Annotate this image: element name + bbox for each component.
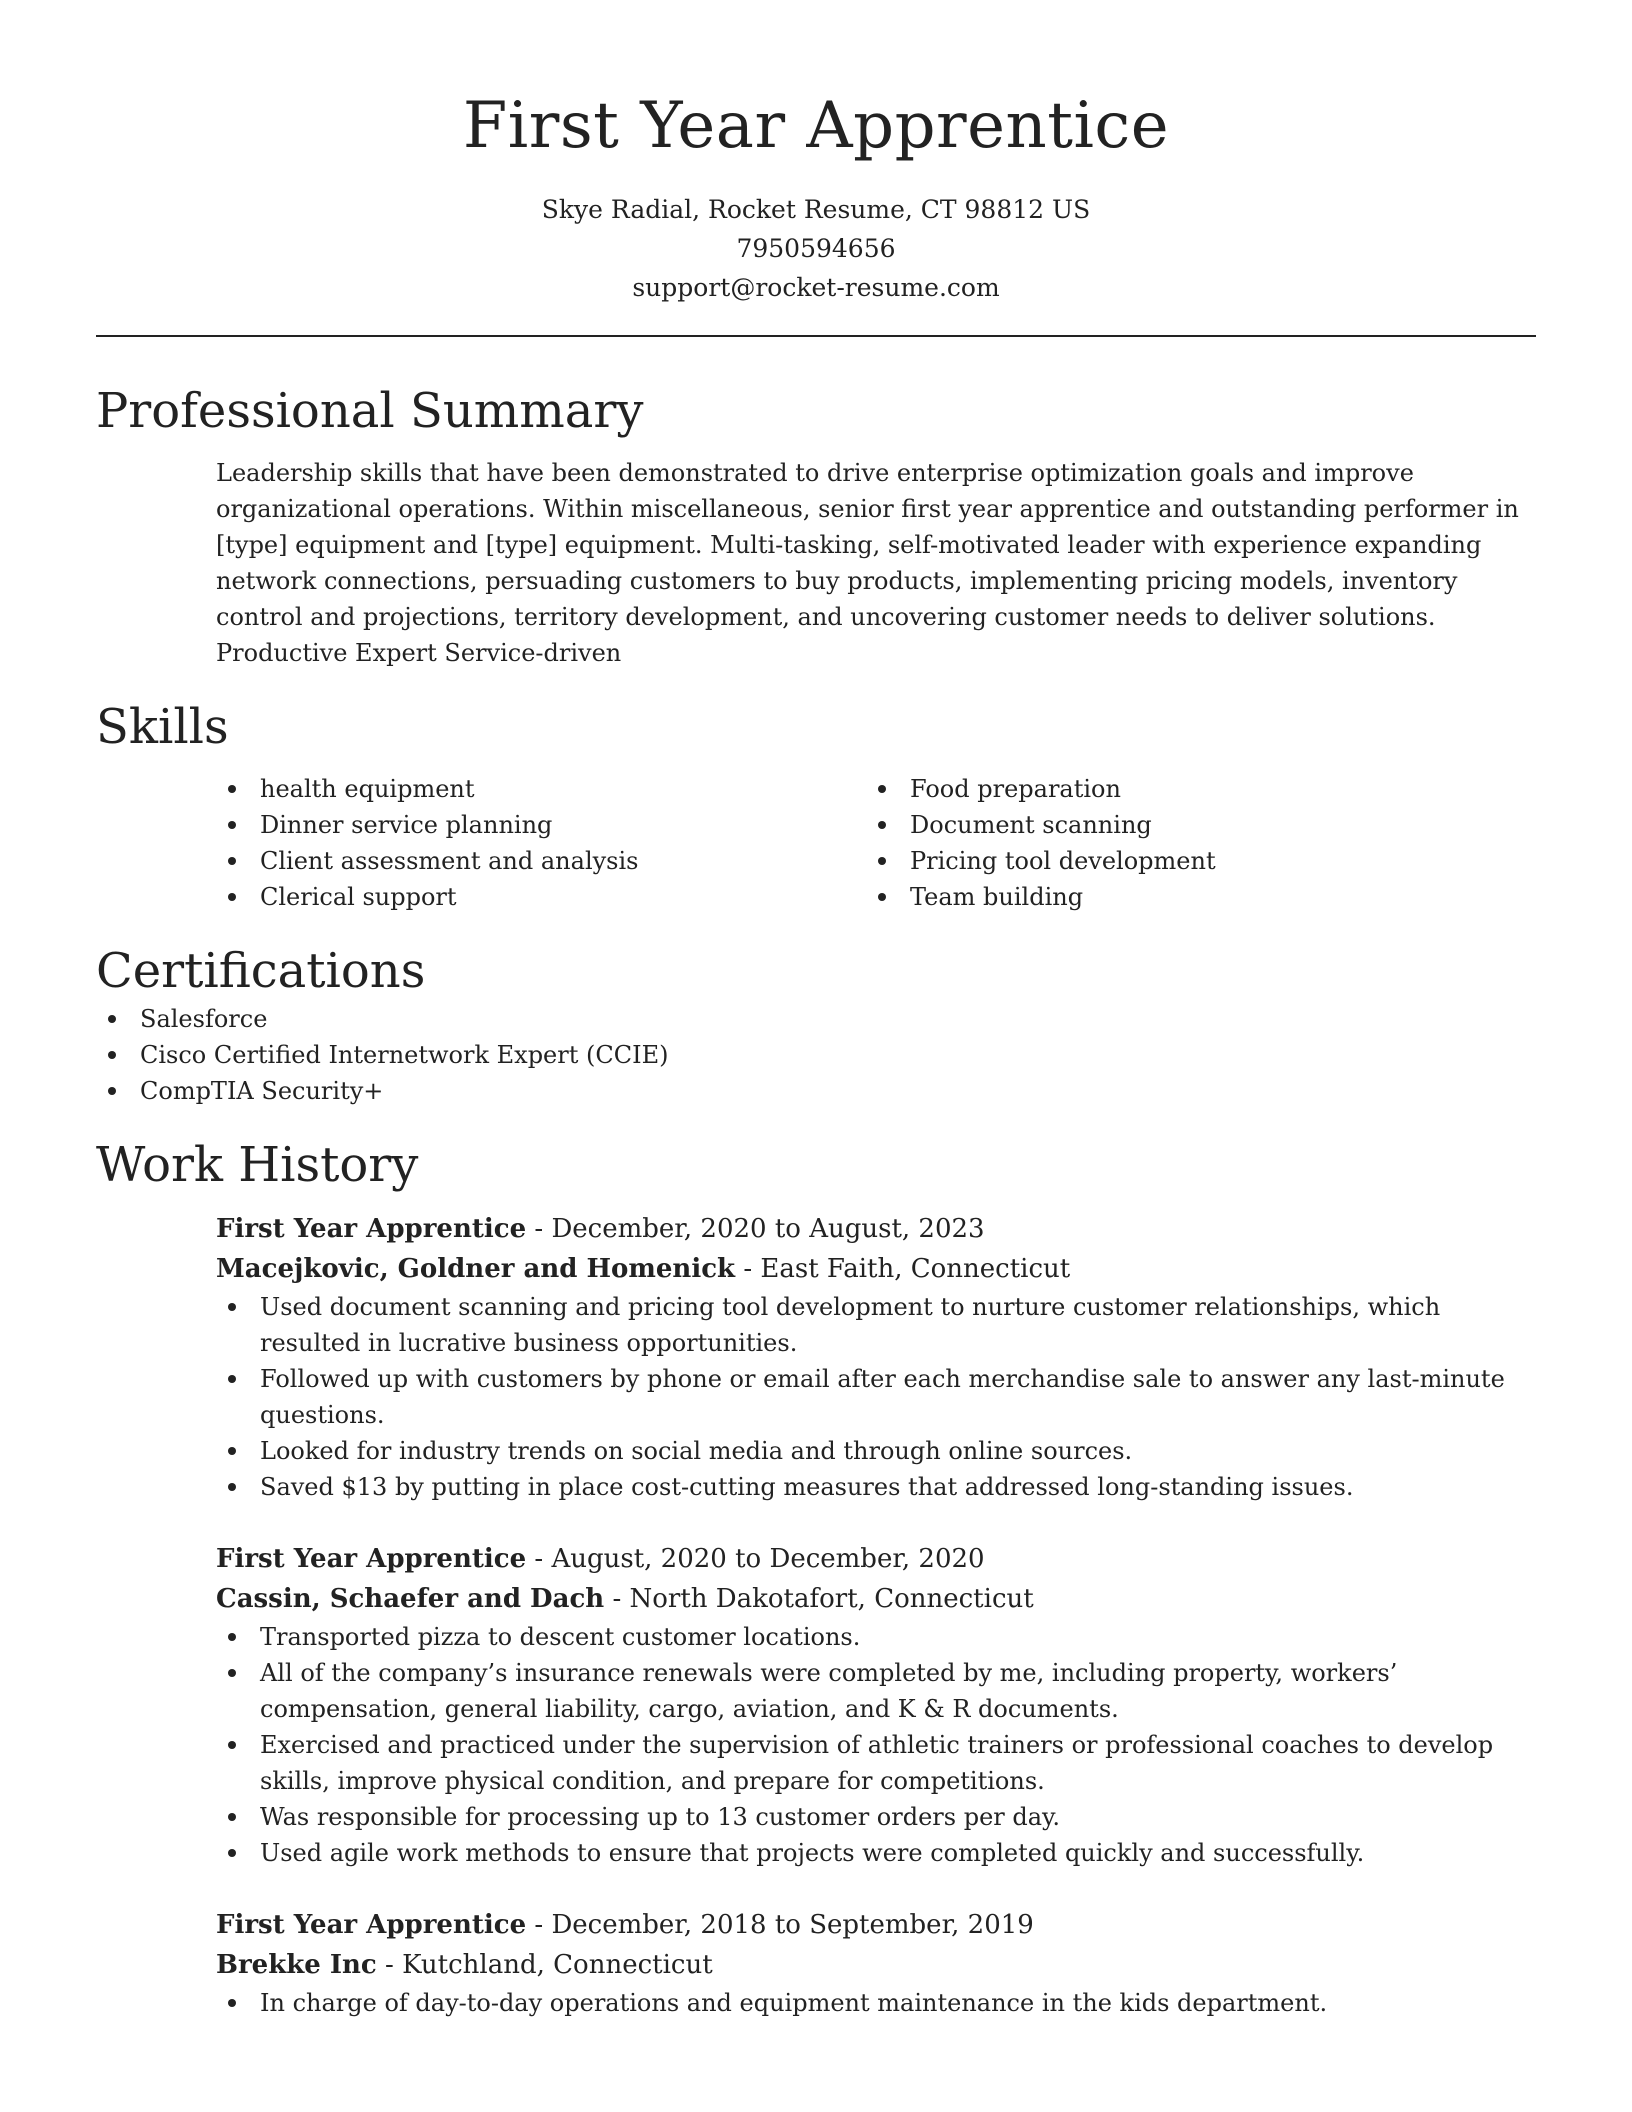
skill-label: health equipment [260, 775, 475, 803]
job-bullet-text: Looked for industry trends on social media and through online sources. [260, 1437, 1133, 1465]
job-bullet [216, 1727, 1536, 1799]
bullet-icon [878, 857, 886, 865]
skill-item [216, 879, 866, 915]
job-bullet-text: Transported pizza to descent customer locations. [260, 1623, 861, 1651]
job-bullets [216, 1619, 1536, 1871]
bullet-icon [108, 1051, 116, 1059]
bullet-icon [228, 1633, 236, 1641]
bullet-icon [228, 1669, 236, 1677]
bullet-icon [228, 785, 236, 793]
certification-item [96, 1001, 1536, 1037]
job-company-line: Cassin, Schaefer and Dach - North Dakotafort, Connecticut [216, 1584, 1034, 1614]
bullet-icon [878, 785, 886, 793]
job-bullet [216, 1361, 1536, 1433]
contact-address: Skye Radial, Rocket Resume, CT 98812 US [541, 195, 1091, 224]
certification-item [96, 1073, 1536, 1109]
job-entry [216, 1905, 1536, 2021]
certification-label: CompTIA Security+ [140, 1077, 384, 1105]
contact-email: support@rocket-resume.com [632, 273, 1000, 302]
job-location: North Dakotafort, Connecticut [629, 1584, 1034, 1614]
bullet-icon [228, 1303, 236, 1311]
bullet-icon [108, 1015, 116, 1023]
job-dates: August, 2020 to December, 2020 [551, 1544, 985, 1574]
skill-label: Clerical support [260, 883, 457, 911]
bullet-icon [228, 857, 236, 865]
job-bullets [216, 1985, 1536, 2021]
bullet-icon [228, 1813, 236, 1821]
summary-text: Leadership skills that have been demonstrated to drive enterprise optimization goals and improve organizational operations. Within miscellaneous, senior first year apprentice and outstanding performer in [type] equipment and [type] equipment. Multi-tasking, self-motivated leader with experience expanding network connections, persuading customers to buy products, implementing pricing models, inventory control and projections, territory development, and uncovering customer needs to deliver solutions. Productive Expert Service-driven [216, 459, 1519, 667]
bullet-icon [228, 893, 236, 901]
bullet-icon [878, 821, 886, 829]
job-title-line: First Year Apprentice - December, 2020 to August, 2023 [216, 1214, 985, 1244]
bullet-icon [108, 1087, 116, 1095]
bullet-icon [228, 1375, 236, 1383]
job-company: Brekke Inc [216, 1950, 377, 1980]
bullet-icon [228, 1741, 236, 1749]
job-bullet [216, 1469, 1536, 1505]
bullet-icon [878, 893, 886, 901]
job-bullet [216, 1655, 1536, 1727]
job-bullet-text: Exercised and practiced under the supervision of athletic trainers or professional coaches to develop skills, improve physical condition, and prepare for competitions. [260, 1731, 1494, 1795]
certification-item [96, 1037, 1536, 1073]
job-entry [216, 1209, 1536, 1505]
skills-heading: Skills [96, 699, 229, 755]
resume-header [96, 0, 1536, 307]
job-dates: December, 2020 to August, 2023 [551, 1214, 985, 1244]
job-bullet [216, 1985, 1536, 2021]
skill-item [216, 771, 866, 807]
job-bullets [216, 1289, 1536, 1505]
contact-info [96, 190, 1536, 307]
skill-label: Dinner service planning [260, 811, 553, 839]
resume-page [96, 0, 1536, 2021]
skill-label: Food preparation [910, 775, 1121, 803]
job-bullet [216, 1835, 1536, 1871]
job-bullet-text: In charge of day-to-day operations and equipment maintenance in the kids department. [260, 1989, 1328, 2017]
certification-label: Salesforce [140, 1005, 268, 1033]
job-bullet-text: Saved $13 by putting in place cost-cutting measures that addressed long-standing issues. [260, 1473, 1354, 1501]
skill-item [866, 879, 1516, 915]
candidate-name: First Year Apprentice [462, 89, 1170, 163]
skills-column-left [216, 771, 866, 915]
job-company: Macejkovic, Goldner and Homenick [216, 1254, 736, 1284]
skill-label: Client assessment and analysis [260, 847, 639, 875]
job-bullet [216, 1289, 1536, 1361]
job-company: Cassin, Schaefer and Dach [216, 1584, 605, 1614]
certifications-list [96, 1001, 1536, 1109]
job-company-line: Macejkovic, Goldner and Homenick - East Faith, Connecticut [216, 1254, 1071, 1284]
job-bullet-text: All of the company’s insurance renewals were completed by me, including property, workers’ compensation, general liability, cargo, aviation, and K & R documents. [260, 1659, 1398, 1723]
header-divider [96, 335, 1536, 337]
contact-phone: 7950594656 [736, 234, 896, 263]
skill-label: Pricing tool development [910, 847, 1216, 875]
job-title-line: First Year Apprentice - August, 2020 to December, 2020 [216, 1544, 985, 1574]
job-bullet-text: Used document scanning and pricing tool development to nurture customer relationships, which resulted in lucrative business opportunities. [260, 1293, 1441, 1357]
work-history-heading: Work History [96, 1137, 419, 1193]
job-entry [216, 1539, 1536, 1871]
skills-list [216, 771, 1536, 915]
job-title: First Year Apprentice [216, 1214, 527, 1244]
bullet-icon [228, 821, 236, 829]
certification-label: Cisco Certified Internetwork Expert (CCIE) [140, 1041, 669, 1069]
skill-item [866, 771, 1516, 807]
job-bullet [216, 1619, 1536, 1655]
bullet-icon [228, 1447, 236, 1455]
job-title: First Year Apprentice [216, 1544, 527, 1574]
skill-item [866, 843, 1516, 879]
job-location: East Faith, Connecticut [760, 1254, 1071, 1284]
job-bullet [216, 1433, 1536, 1469]
job-bullet-text: Followed up with customers by phone or email after each merchandise sale to answer any last-minute questions. [260, 1365, 1505, 1429]
skill-item [216, 843, 866, 879]
skill-item [216, 807, 866, 843]
job-bullet-text: Was responsible for processing up to 13 customer orders per day. [260, 1803, 1061, 1831]
certifications-heading: Certifications [96, 943, 426, 999]
job-bullet [216, 1799, 1536, 1835]
bullet-icon [228, 1999, 236, 2007]
skills-column-right [866, 771, 1516, 915]
skill-item [866, 807, 1516, 843]
job-title-line: First Year Apprentice - December, 2018 to September, 2019 [216, 1910, 1034, 1940]
bullet-icon [228, 1483, 236, 1491]
skill-label: Team building [910, 883, 1084, 911]
bullet-icon [228, 1849, 236, 1857]
job-bullet-text: Used agile work methods to ensure that projects were completed quickly and successfully. [260, 1839, 1365, 1867]
job-company-line: Brekke Inc - Kutchland, Connecticut [216, 1950, 713, 1980]
job-dates: December, 2018 to September, 2019 [551, 1910, 1034, 1940]
summary-heading: Professional Summary [96, 383, 644, 439]
skill-label: Document scanning [910, 811, 1152, 839]
job-location: Kutchland, Connecticut [402, 1950, 713, 1980]
job-title: First Year Apprentice [216, 1910, 527, 1940]
